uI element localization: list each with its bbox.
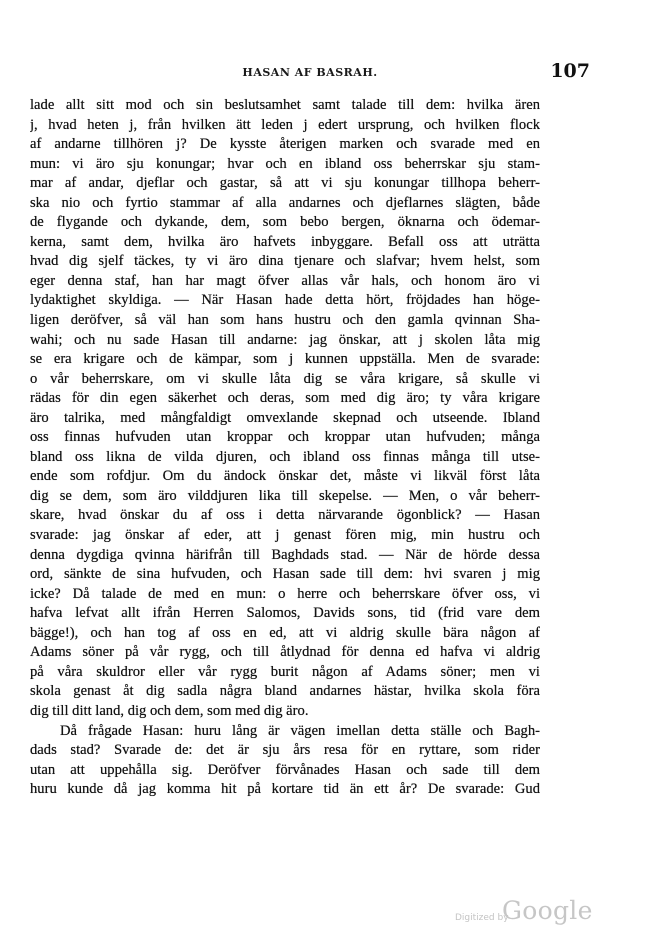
text-line: bland oss likna de vilda djuren, och ibland oss finnas många till utse- xyxy=(30,448,540,465)
text-line: äro talrika, med mångfaldigt omvexlande skepnad och utseende. Ibland xyxy=(30,409,540,426)
text-line: bägge!), och han tog af oss en ed, att vi aldrig skulle bära någon af xyxy=(30,624,540,641)
text-line: skola genast åt dig sadla några bland andarnes hästar, hvilka skola föra xyxy=(30,683,540,700)
text-line: Adams söner på vår rygg, och till åtlydnad för denna ed hafva vi aldrig xyxy=(30,644,540,661)
text-line: svarade: jag önskar af eder, att j genast fören mig, min hustru och xyxy=(30,527,540,544)
text-line: icke? Då talade de med en mun: o herre och beherrskare öfver oss, vi xyxy=(30,585,540,602)
text-line: dads stad? Svarade de: det är sju års resa för en ryttare, som rider xyxy=(30,742,540,759)
text-line: af andarne tillhören j? De kysste återigen marken och svarade med en xyxy=(30,136,540,153)
text-line: j, hvad heten j, från hvilken ätt leden j edert ursprung, och hvilken flock xyxy=(30,116,540,133)
text-line: wahi; och nu sade Hasan till andarne: jag önskar, att j skolen låta mig xyxy=(30,331,540,348)
paragraph-end-line: dig till ditt land, dig och dem, som med dig äro. xyxy=(30,702,309,719)
paragraph-start-line: Då frågade Hasan: huru lång är vägen imellan detta ställe och Bagh- xyxy=(60,722,540,739)
text-line: de flygande och dykande, dem, som bebo bergen, öknarna och ödemar- xyxy=(30,214,540,231)
text-line: lade allt sitt mod och sin beslutsamhet samt talade till dem: hvilka ären xyxy=(30,97,540,113)
text-line: lydaktighet skyldiga. — När Hasan hade detta hört, fröjdades han höge- xyxy=(30,292,540,309)
text-line: dig se dem, som äro vilddjuren lika till skepelse. — Men, o vår beherr- xyxy=(30,487,540,504)
text-line: hvad dig sjelf täckes, ty vi äro dina tjenare och slafvar; hvem helst, som xyxy=(30,253,540,270)
text-line: mun: vi äro sju konungar; hvar och en ibland oss beherrskar sju stam- xyxy=(30,155,540,172)
text-line: mar af andar, djeflar och gastar, så att vi sju konungar tillhopa beherr- xyxy=(30,175,540,192)
body-text xyxy=(30,96,540,800)
text-line: eger denna staf, han har magt öfver allas vår hals, och honom äro vi xyxy=(30,272,540,289)
text-line: rädas för din egen säkerhet och deras, som med dig äro; ty våra krigare xyxy=(30,390,540,407)
digitized-watermark xyxy=(455,896,645,932)
text-line: ligen deröfver, så väl han som hans hustru och den gamla qvinnan Sha- xyxy=(30,312,540,329)
text-line: utan att uppehålla sig. Deröfver förvånades Hasan och sade till dem xyxy=(30,761,540,778)
text-line: kerna, samt dem, hvilka äro hafvets inbyggare. Befall oss att uträtta xyxy=(30,233,540,250)
text-line: se era krigare och de kämpar, som j kunnen uppställa. Men de svarade: xyxy=(30,351,540,368)
text-line: denna dygdiga qvinna härifrån till Baghdads stad. — När de hörde dessa xyxy=(30,546,540,563)
text-line: ord, sänkte de sina hufvuden, och Hasan sade till dem: hvi svaren j mig xyxy=(30,566,540,583)
text-line: ska nio och fyrtio stammar af alla andarnes och djeflarnes slägten, både xyxy=(30,194,540,211)
google-logo: Google xyxy=(502,896,593,925)
watermark-caption: Digitized by xyxy=(455,913,509,923)
text-line: ende som rofdjur. Om du ändock önskar det, måste vi likväl först låta xyxy=(30,468,540,485)
text-line: på våra skuldror eller vår rygg burit någon af Adams söner; men vi xyxy=(30,663,540,680)
page-header xyxy=(30,60,590,88)
text-line: skare, hvad önskar du af oss i detta närvarande ögonblick? — Hasan xyxy=(30,507,540,524)
running-title: HASAN AF BASRAH. xyxy=(242,66,378,79)
text-line: o vår beherrskare, om vi skulle låta dig se våra krigare, så skulle vi xyxy=(30,370,540,387)
text-line: huru kunde då jag komma hit på kortare tid än ett år? De svarade: Gud xyxy=(30,781,540,798)
text-line: oss finnas hufvuden utan kroppar och kroppar utan hufvuden; många xyxy=(30,429,540,446)
page-number: 107 xyxy=(550,60,590,82)
text-line: hafva lefvat allt ifrån Herren Salomos, Davids sons, tid (frid vare dem xyxy=(30,605,540,622)
